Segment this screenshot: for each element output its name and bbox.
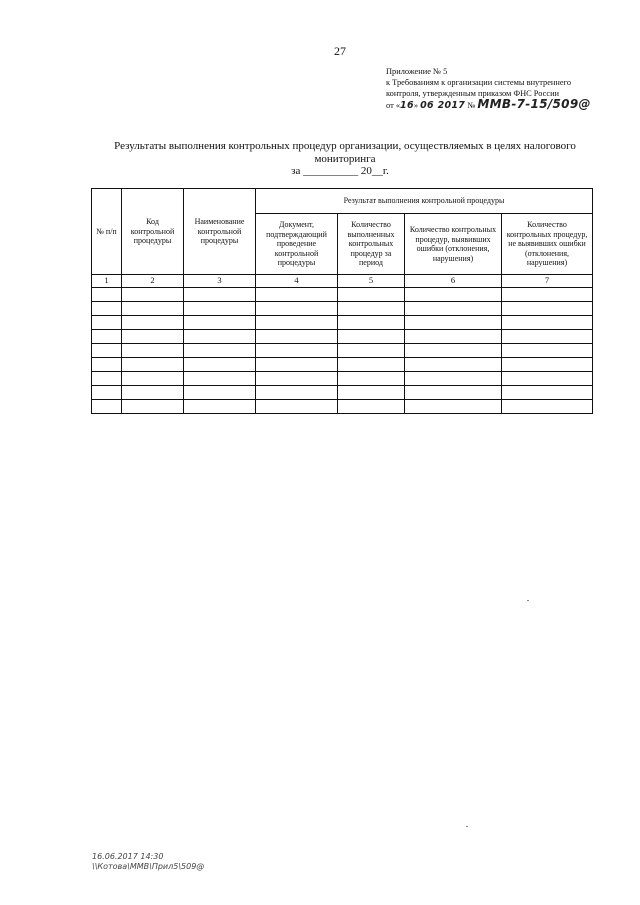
approval-line-2: к Требованиям к организации системы внутреннего [386,78,572,87]
approval-line-4 [386,99,626,111]
table-row [92,344,593,358]
table-cell [122,302,184,316]
table-cell [184,302,256,316]
table-cell [92,344,122,358]
table-cell [92,330,122,344]
approval-number-value: ММВ-7-15/509@ [477,97,591,111]
approval-number-label: № [467,101,476,110]
table-cell [184,288,256,302]
table-cell [338,358,405,372]
table-cell [502,372,593,386]
table-cell [92,316,122,330]
table-cell [184,358,256,372]
header-document: Документ, подтверждающий проведение контрольной процедуры [256,214,338,275]
table-cell [502,400,593,414]
table-cell [338,400,405,414]
approval-date-day: 16 [400,100,414,111]
table-cell [405,302,502,316]
header-procedure-name: Наименование контрольной процедуры [184,189,256,275]
table-cell [405,344,502,358]
header-performed-count: Количество выполненных контрольных процедур за период [338,214,405,275]
table-cell [184,344,256,358]
table-cell [256,372,338,386]
table-cell [122,400,184,414]
table-cell [122,358,184,372]
results-table [91,188,593,414]
scan-speck [527,600,529,601]
approval-date-month-year: 06 2017 [420,100,466,111]
reporting-period: за __________ 20__г. [291,165,389,177]
table-row [92,330,593,344]
table-cell [92,372,122,386]
table-cell [184,316,256,330]
table-cell [338,344,405,358]
table-cell [405,372,502,386]
table-cell [338,386,405,400]
column-number: 2 [122,275,184,288]
table-cell [122,330,184,344]
table-cell [122,316,184,330]
header-errors-found-count: Количество контрольных процедур, выявивших ошибки (отклонения, нарушения) [405,214,502,275]
table-cell [256,386,338,400]
table-cell [256,358,338,372]
table-cell [502,302,593,316]
table-row [92,372,593,386]
page-number: 27 [334,44,346,58]
table-cell [92,288,122,302]
table-cell [256,344,338,358]
approval-date-mid: » [413,101,419,110]
table-row [92,358,593,372]
table-cell [92,386,122,400]
table-cell [184,386,256,400]
table-cell [405,358,502,372]
table-cell [405,330,502,344]
document-title: Результаты выполнения контрольных процедур организации, осуществляемых в целях налогового мониторинга [114,140,576,165]
table-cell [184,372,256,386]
header-procedure-code: Код контрольной процедуры [122,189,184,275]
table-row [92,302,593,316]
table-cell [184,330,256,344]
table-row [92,386,593,400]
table-cell [92,302,122,316]
table-cell [256,302,338,316]
table-row [92,288,593,302]
table-cell [256,400,338,414]
scan-speck [466,826,468,827]
footer-timestamp: 16.06.2017 14:30 [92,852,164,861]
approval-line-1: Приложение № 5 [386,67,448,76]
header-row-number: № п/п [92,189,122,275]
table-cell [122,386,184,400]
column-number: 7 [502,275,593,288]
header-result-group: Результат выполнения контрольной процедуры [256,189,593,214]
table-cell [122,288,184,302]
table-cell [338,330,405,344]
table-cell [502,358,593,372]
table-cell [502,344,593,358]
table-row [92,400,593,414]
table-cell [122,344,184,358]
table-cell [502,386,593,400]
column-number: 5 [338,275,405,288]
table-cell [405,316,502,330]
table-cell [502,316,593,330]
table-cell [338,372,405,386]
column-numbers-row [92,275,593,288]
table-cell [256,316,338,330]
table-cell [184,400,256,414]
column-number: 6 [405,275,502,288]
footer-stamp [92,852,204,872]
footer-file-path: \\Котова\ММВ\Прил5\509@ [92,862,205,871]
column-number: 3 [184,275,256,288]
table-cell [502,330,593,344]
table-cell [405,288,502,302]
table-cell [338,316,405,330]
approval-block [386,66,626,111]
table-cell [92,358,122,372]
table-cell [405,386,502,400]
table-cell [256,288,338,302]
header-no-errors-count: Количество контрольных процедур, не выявивших ошибки (отклонения, нарушения) [502,214,593,275]
approval-date-prefix: от « [386,101,401,110]
table-cell [338,288,405,302]
table-cell [405,400,502,414]
approval-line-3: контроля, утвержденным приказом ФНС России [386,89,560,98]
table-cell [122,372,184,386]
table-cell [92,400,122,414]
table-cell [338,302,405,316]
table-cell [256,330,338,344]
table-cell [502,288,593,302]
column-number: 4 [256,275,338,288]
table-row [92,316,593,330]
column-number: 1 [92,275,122,288]
